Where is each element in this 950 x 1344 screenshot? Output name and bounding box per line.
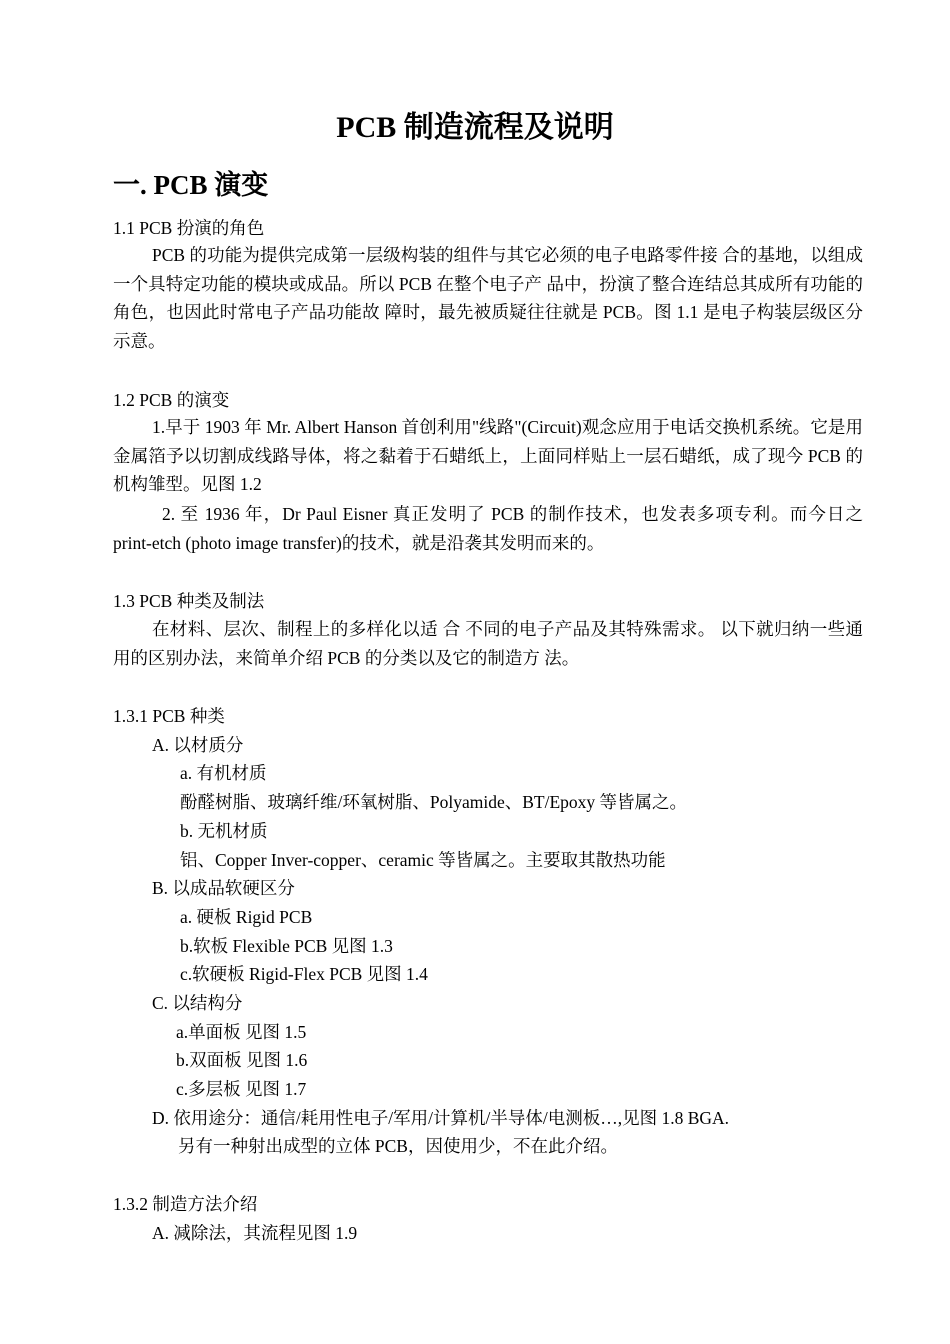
paragraph: 2. 至 1936 年，Dr Paul Eisner 真正发明了 PCB 的制作技术，也发表多项专利。而今日之 print-etch (photo image transfer)的技术，就是沿袭其发明而来的。 [113, 504, 863, 553]
list-item: A. 以材质分 [152, 735, 244, 755]
list-item: D. 依用途分：通信/耗用性电子/军用/计算机/半导体/电测板…,见图 1.8 BGA. [152, 1108, 730, 1128]
paragraph: PCB 的功能为提供完成第一层级构装的组件与其它必须的电子电路零件接 合的基地，以组成一个具特定功能的模块或成品。所以 PCB 在整个电子产 品中，扮演了整合连结总其成所有功能的角色，也因此时常电子产品功能故 障时，最先被质疑往往就是 PCB。图 1.1 是电子构装层级区分示意。 [113, 245, 863, 352]
note: 另有一种射出成型的立体 PCB，因使用少，不在此介绍。 [178, 1136, 618, 1156]
section-heading: 一. PCB 演变 [113, 170, 269, 200]
subsection-heading: 1.1 PCB 扮演的角色 [113, 218, 265, 238]
subsection-heading: 1.3 PCB 种类及制法 [113, 591, 265, 611]
list-item: b. 无机材质 [180, 821, 268, 841]
list-item: a. 硬板 Rigid PCB [180, 907, 313, 927]
list-item: B. 以成品软硬区分 [152, 878, 295, 898]
list-item: A. 减除法，其流程见图 1.9 [152, 1223, 358, 1243]
list-item: c.软硬板 Rigid-Flex PCB 见图 1.4 [180, 964, 428, 984]
paragraph: 1.早于 1903 年 Mr. Albert Hanson 首创利用"线路"(Circuit)观念应用于电话交换机系统。它是用金属箔予以切割成线路导体，将之黏着于石蜡纸上，上面同样贴上一层石蜡纸，成了现今 PCB 的机构雏型。见图 1.2 [113, 417, 863, 495]
list-item: C. 以结构分 [152, 993, 243, 1013]
list-item: a.单面板 见图 1.5 [176, 1022, 307, 1042]
list-item: a. 有机材质 [180, 763, 267, 783]
subsection-heading: 1.2 PCB 的演变 [113, 390, 230, 410]
list-item-description: 铝、Copper Inver-copper、ceramic 等皆属之。主要取其散热功能 [180, 850, 666, 870]
paragraph: 在材料、层次、制程上的多样化以适 合 不同的电子产品及其特殊需求。 以下就归纳一些通用的区别办法，来简单介绍 PCB 的分类以及它的制造方 法。 [113, 619, 863, 668]
list-item: b.软板 Flexible PCB 见图 1.3 [180, 936, 393, 956]
list-item-description: 酚醛树脂、玻璃纤维/环氧树脂、Polyamide、BT/Epoxy 等皆属之。 [180, 792, 688, 812]
document-title: PCB 制造流程及说明 [336, 111, 614, 144]
list-item: c.多层板 见图 1.7 [176, 1079, 307, 1099]
subsection-heading: 1.3.2 制造方法介绍 [113, 1194, 258, 1214]
list-item: b.双面板 见图 1.6 [176, 1050, 308, 1070]
subsection-heading: 1.3.1 PCB 种类 [113, 706, 225, 726]
